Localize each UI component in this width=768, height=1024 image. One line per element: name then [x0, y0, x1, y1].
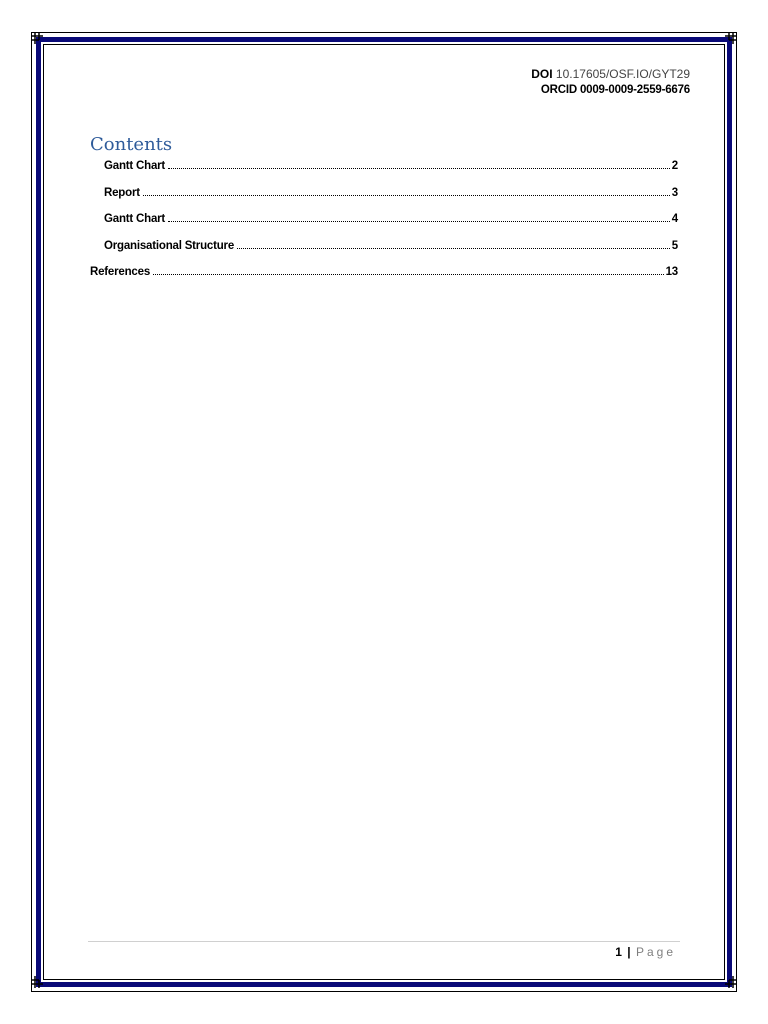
toc-entry[interactable] [90, 213, 678, 240]
toc-leader-dots [237, 247, 670, 249]
toc-title: Contents [90, 134, 173, 155]
toc-leader-dots [143, 194, 670, 196]
toc-leader-dots [153, 273, 664, 275]
table-of-contents [90, 160, 678, 293]
page-separator: | [627, 945, 631, 959]
toc-entry-page: 5 [671, 239, 678, 252]
border-corner-ornament-icon [723, 974, 739, 990]
page-footer [615, 944, 676, 960]
footer-divider [88, 941, 680, 942]
toc-entry[interactable] [90, 266, 678, 293]
toc-leader-dots [168, 167, 670, 169]
border-corner-ornament-icon [29, 30, 45, 46]
toc-leader-dots [168, 220, 670, 222]
toc-entry[interactable] [90, 160, 678, 187]
border-corner-ornament-icon [723, 30, 739, 46]
toc-entry-page: 3 [671, 186, 678, 199]
toc-entry-label: References [90, 266, 151, 278]
toc-entry-label: Report [104, 186, 140, 199]
toc-entry-label: Gantt Chart [104, 160, 166, 172]
orcid-line: ORCID 0009-0009-2559-6676 [540, 84, 690, 96]
toc-entry-label: Organisational Structure [104, 239, 235, 252]
toc-entry-label: Gantt Chart [104, 213, 166, 225]
border-corner-ornament-icon [29, 974, 45, 990]
page-number: 1 [615, 945, 622, 959]
toc-entry[interactable] [90, 240, 678, 267]
toc-entry-page: 13 [665, 266, 678, 278]
doi-line [531, 66, 690, 82]
page-word: Page [635, 945, 676, 959]
doi-label: DOI [531, 67, 553, 81]
page-header [531, 66, 690, 98]
toc-entry-page: 4 [671, 213, 678, 225]
doi-value: 10.17605/OSF.IO/GYT29 [555, 67, 690, 81]
toc-entry[interactable] [90, 187, 678, 214]
toc-entry-page: 2 [671, 160, 678, 172]
